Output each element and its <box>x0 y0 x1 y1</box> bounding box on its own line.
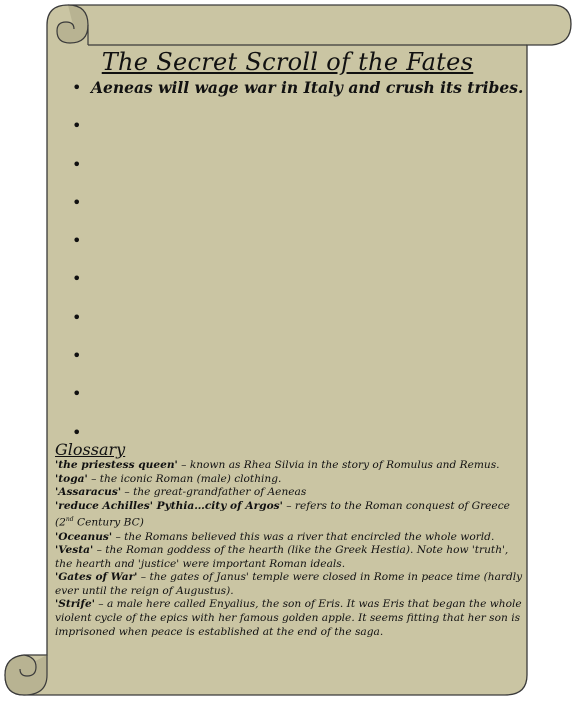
list-item <box>72 346 502 384</box>
glossary-entry <box>55 598 525 639</box>
list-item <box>72 155 502 193</box>
page-title: The Secret Scroll of the Fates <box>101 48 474 76</box>
glossary-definition: – a male here called Enyalius, the son of Eris. It was Eris that began the whole violent cycle of the epics with her famous golden apple. It seems fitting that her son is imprisoned when peace is established at the end of the saga. <box>55 598 522 638</box>
glossary-entry <box>55 571 525 598</box>
glossary-list <box>55 459 525 639</box>
glossary-entry <box>55 531 525 545</box>
list-item <box>72 231 502 269</box>
fate-bullet-list <box>72 78 524 461</box>
glossary-entry <box>55 486 525 500</box>
glossary-term: 'toga' <box>55 472 88 485</box>
glossary-entry <box>55 544 525 571</box>
list-item <box>72 269 502 307</box>
glossary-entry <box>55 473 525 487</box>
glossary-heading: Glossary <box>55 440 126 459</box>
list-item <box>72 423 502 461</box>
glossary-definition: – known as Rhea Silvia in the story of Romulus and Remus. <box>177 459 500 471</box>
glossary-term: 'reduce Achilles' Pythia…city of Argos' <box>55 499 283 512</box>
glossary-definition: – the great-grandfather of Aeneas <box>121 486 307 499</box>
glossary-term: 'Strife' <box>55 598 95 611</box>
glossary-term: 'Vesta' <box>55 544 94 557</box>
list-item <box>72 116 502 154</box>
glossary-entry <box>55 500 525 531</box>
glossary-definition: – the Roman goddess of the hearth (like the Greek Hestia). Note how 'truth', the hearth and 'justice' were important Roman ideals. <box>55 544 509 570</box>
glossary-term: 'Assaracus' <box>55 486 122 499</box>
glossary-entry <box>55 459 525 473</box>
glossary-term: 'Oceanus' <box>55 530 113 543</box>
list-item <box>72 384 502 422</box>
glossary-term: 'the priestess queen' <box>55 459 178 471</box>
glossary-definition: – the gates of Janus' temple were closed in Rome in peace time (hardly ever until the reign of Augustus). <box>55 571 523 597</box>
glossary-definition: – refers to the Roman conquest of Greece (2 <box>55 499 510 529</box>
superscript: nd <box>65 516 74 524</box>
glossary-definition: – the Romans believed this was a river that encircled the whole world. <box>112 530 495 543</box>
list-item-text: • Aeneas will wage war in Italy and crush its tribes. <box>91 78 524 97</box>
list-item <box>72 78 524 116</box>
glossary-term: 'Gates of War' <box>55 571 138 584</box>
list-item <box>72 308 502 346</box>
glossary-definition-cont: Century BC) <box>73 516 144 529</box>
list-item <box>72 193 502 231</box>
glossary-definition: – the iconic Roman (male) clothing. <box>87 472 282 485</box>
